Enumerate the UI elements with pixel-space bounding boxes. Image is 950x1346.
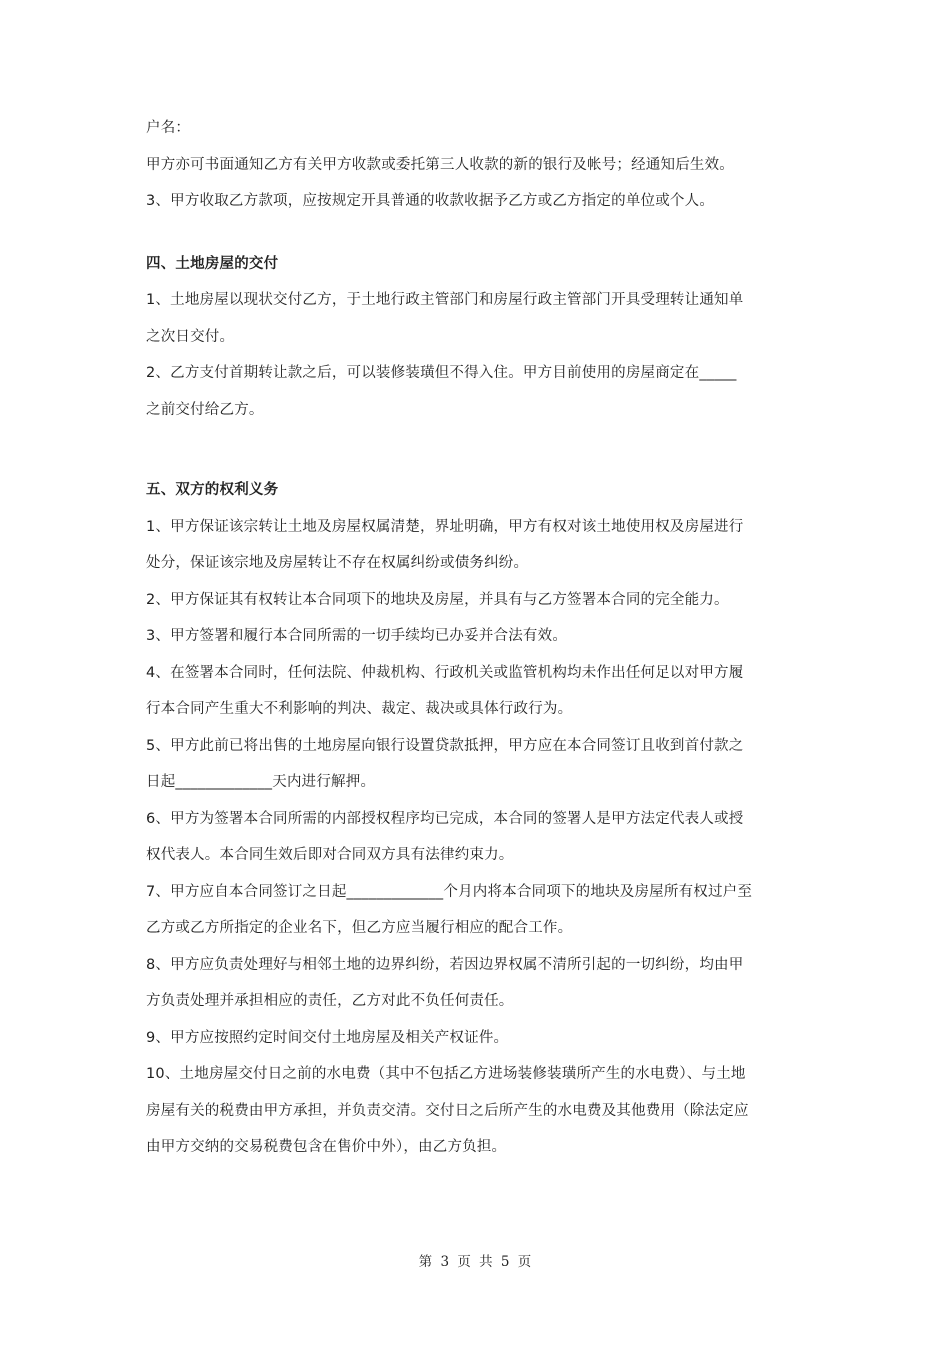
section-5-item-1-line-2: 处分，保证该宗地及房屋转让不存在权属纠纷或债务纠纷。: [146, 555, 529, 571]
section-5-item-6-line-2: 权代表人。本合同生效后即对合同双方具有法律约束力。: [146, 847, 514, 863]
section-5-item-4-line-2: 行本合同产生重大不利影响的判决、裁定、裁决或具体行政行为。: [146, 701, 573, 717]
section-5-item-10-line-1: 10、土地房屋交付日之前的水电费（其中不包括乙方进场装修装璜所产生的水电费）、与土地: [146, 1066, 746, 1082]
document-body: [146, 110, 806, 1166]
section-4-item-2-line-1: 2、乙方支付首期转让款之后，可以装修装璜但不得入住。甲方目前使用的房屋商定在_____: [146, 365, 737, 381]
section-5-item-10-line-2: 房屋有关的税费由甲方承担，并负责交清。交付日之后所产生的水电费及其他费用（除法定应: [146, 1102, 749, 1119]
section-5-item-9: 9、甲方应按照约定时间交付土地房屋及相关产权证件。: [146, 1029, 509, 1046]
section-4-item-1-line-2: 之次日交付。: [146, 328, 235, 345]
section-5-item-7-line-2: 乙方或乙方所指定的企业名下，但乙方应当履行相应的配合工作。: [146, 920, 573, 936]
section-5-item-8-line-1: 8、甲方应负责处理好与相邻土地的边界纠纷，若因边界权属不清所引起的一切纠纷，均由甲: [146, 956, 744, 973]
spacer: [146, 428, 806, 472]
section-4-heading: 四、土地房屋的交付: [146, 255, 279, 272]
section-5-item-2: 2、甲方保证其有权转让本合同项下的地块及房屋，并具有与乙方签署本合同的完全能力。: [146, 591, 729, 608]
section-5-item-5-line-1: 5、甲方此前已将出售的土地房屋向银行设置贷款抵押，甲方应在本合同签订且收到首付款之: [146, 737, 744, 754]
payment-item-3: 3、甲方收取乙方款项，应按规定开具普通的收款收据予乙方或乙方指定的单位或个人。: [146, 193, 715, 209]
section-4-item-1-line-1: 1、土地房屋以现状交付乙方，于土地行政主管部门和房屋行政主管部门开具受理转让通知单: [146, 292, 744, 308]
notify-change-paragraph: 甲方亦可书面通知乙方有关甲方收款或委托第三人收款的新的银行及帐号；经通知后生效。: [146, 156, 734, 173]
spacer: [146, 220, 806, 246]
section-5-item-7-line-1: 7、甲方应自本合同签订之日起_____________个月内将本合同项下的地块及房屋所有权过户至: [146, 883, 753, 900]
section-4-item-2-line-2: 之前交付给乙方。: [146, 401, 264, 418]
section-5-heading: 五、双方的权利义务: [146, 482, 279, 498]
section-5-item-8-line-2: 方负责处理并承担相应的责任，乙方对此不负任何责任。: [146, 993, 514, 1009]
section-5-item-4-line-1: 4、在签署本合同时，任何法院、仲裁机构、行政机关或监管机构均未作出任何足以对甲方履: [146, 664, 744, 681]
section-5-item-5-line-2: 日起_____________天内进行解押。: [146, 774, 376, 790]
section-5-item-1-line-1: 1、甲方保证该宗转让土地及房屋权属清楚，界址明确，甲方有权对该土地使用权及房屋进行: [146, 518, 744, 535]
page-number-footer: 第 3 页 共 5 页: [418, 1254, 532, 1270]
account-name-line: 户名：: [146, 120, 191, 136]
section-5-item-10-line-3: 由甲方交纳的交易税费包含在售价中外），由乙方负担。: [146, 1139, 507, 1155]
section-5-item-3: 3、甲方签署和履行本合同所需的一切手续均已办妥并合法有效。: [146, 628, 568, 644]
section-5-item-6-line-1: 6、甲方为签署本合同所需的内部授权程序均已完成，本合同的签署人是甲方法定代表人或授: [146, 810, 744, 827]
